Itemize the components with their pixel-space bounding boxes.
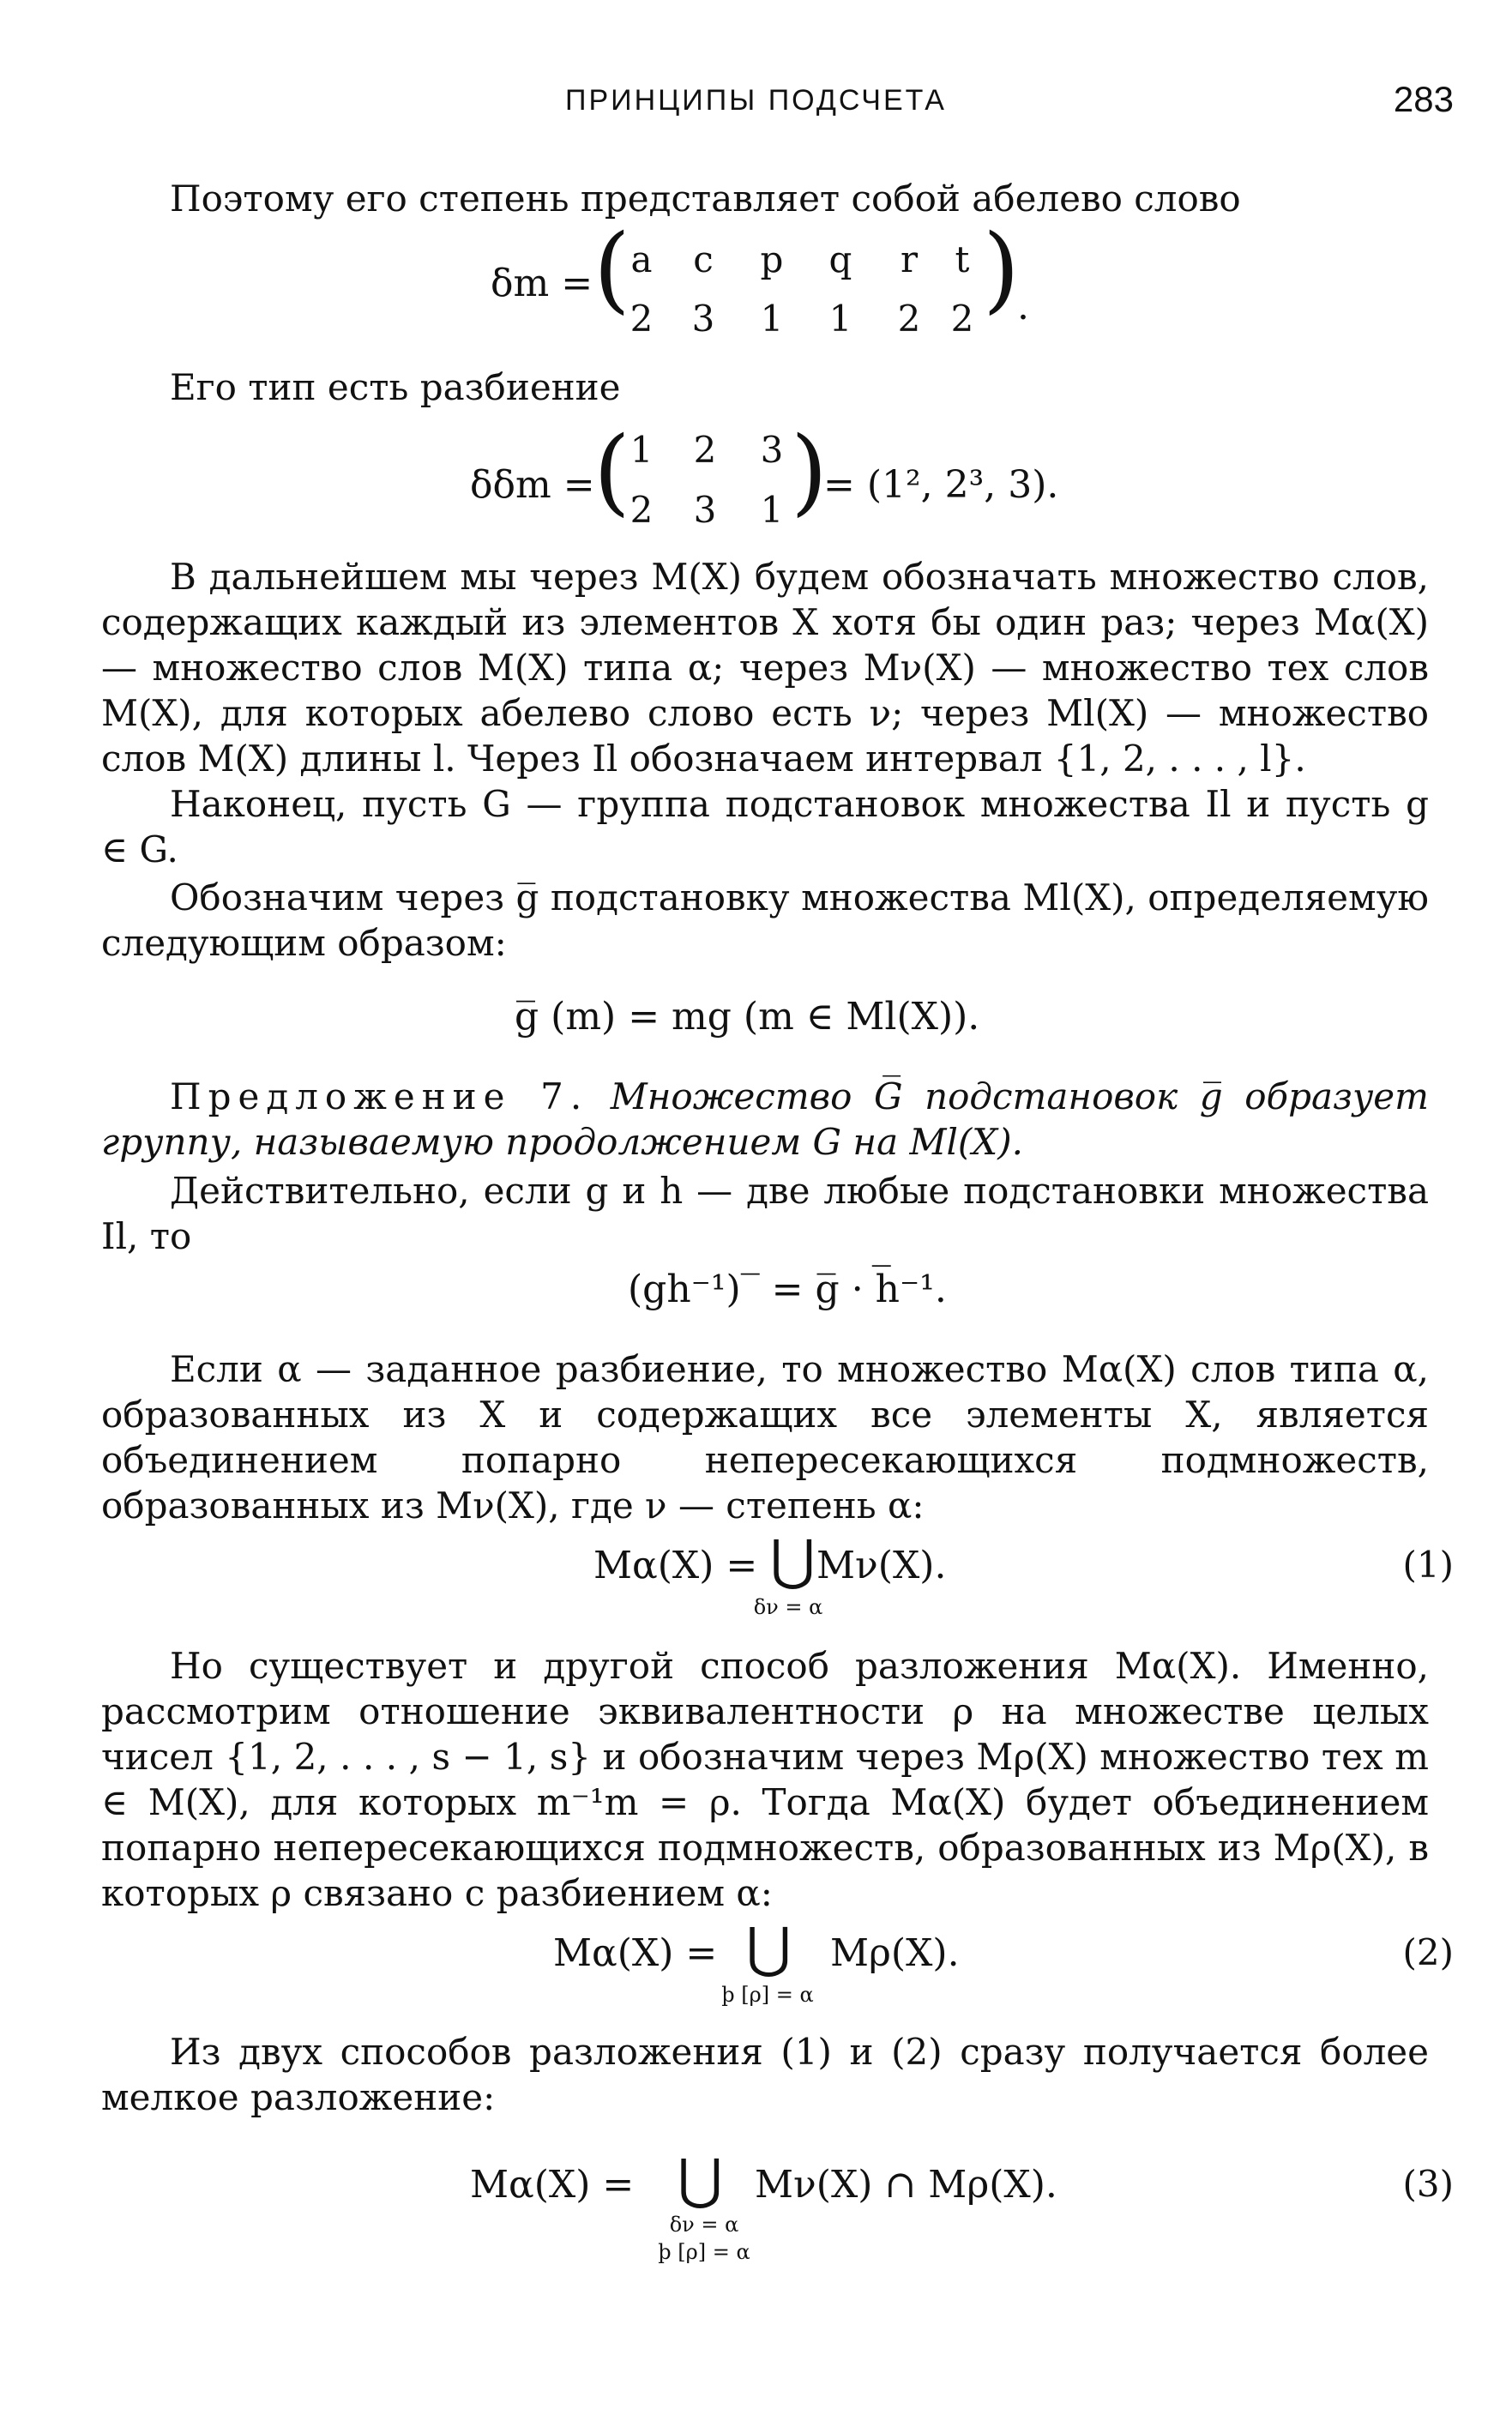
- eq2-rhs: Mρ(X).: [830, 1931, 960, 1975]
- paragraph-second-method: Но существует и другой способ разложения Mα(X). Именно, рассмотрим отношение эквивалентности ρ на множестве целых чисел {1, 2, . . . , s − 1, s} и обозначим через Mρ(X) множество тех m ∈ M(X), для которых m⁻¹m = ρ. Тогда Mα(X) будет объединением попарно непересекающихся подмножеств, образованных из Mρ(X), в которых ρ связано с разбиением α:: [101, 1645, 1429, 1914]
- eq-ddm-rhs: = (1², 2³, 3).: [823, 463, 1059, 507]
- matrix-cell: 2: [897, 298, 921, 340]
- paragraph-finer: Из двух способов разложения (1) и (2) сразу получается более мелкое разложение:: [101, 2031, 1429, 2118]
- paragraph-proof: Действительно, если g и h — две любые подстановки множества Il, то: [101, 1170, 1429, 1257]
- page-header: [0, 79, 1512, 130]
- matrix-cell: 3: [691, 298, 715, 340]
- proposition-7: [101, 1074, 1429, 1165]
- matrix-cell: 2: [950, 298, 974, 340]
- matrix-cell: 1: [828, 298, 852, 340]
- paragraph-gbar-def: Обозначим через g̅ подстановку множества Ml(X), определяемую следующим образом:: [101, 876, 1429, 964]
- matrix-cell: p: [760, 238, 784, 280]
- eq-delta-m-tail: .: [1017, 285, 1029, 328]
- paragraph-intro: Поэтому его степень представляет собой абелево слово: [170, 178, 1241, 220]
- eq1-lhs: Mα(X) =: [593, 1544, 758, 1587]
- eq-delta-m-lhs: δm =: [491, 262, 593, 305]
- equation-number: (3): [1402, 2163, 1454, 2205]
- matrix-cell: 1: [760, 489, 784, 531]
- union-index: þ [ρ] = α: [721, 1983, 814, 2007]
- left-paren: (: [593, 214, 630, 323]
- union-symbol: ⋃: [770, 1529, 816, 1593]
- eq3-lhs: Mα(X) =: [470, 2163, 635, 2207]
- matrix-cell: r: [900, 238, 919, 280]
- proposition-label: Предложение 7.: [170, 1075, 589, 1117]
- matrix-cell: a: [630, 238, 653, 280]
- page-number: 283: [1393, 79, 1454, 119]
- matrix-cell: c: [693, 238, 714, 280]
- union-index: δν = α: [753, 1595, 823, 1619]
- left-paren: (: [593, 416, 630, 526]
- proposition-text: Множество G̅ подстановок g̅ образует группу, называемую продолжением G на Ml(X).: [101, 1075, 1429, 1163]
- union-index-bottom: þ [ρ] = α: [658, 2240, 750, 2264]
- right-paren: ): [983, 214, 1020, 323]
- union-index-top: δν = α: [669, 2213, 739, 2237]
- equation-number: (1): [1402, 1544, 1454, 1586]
- matrix-cell: 2: [693, 429, 717, 471]
- matrix-cell: t: [955, 238, 970, 280]
- matrix-cell: 1: [629, 429, 654, 471]
- equation-inverse: (gh⁻¹)‾ = g̅ · h̅⁻¹.: [628, 1268, 947, 1311]
- matrix-cell: 2: [629, 489, 654, 531]
- paragraph-partition: Если α — заданное разбиение, то множество Mα(X) слов типа α, образованных из X и содержащих все элементы X, является объединением попарно непересекающихся подмножеств, образованных из Mν(X), где ν — степень α:: [101, 1348, 1429, 1527]
- eq3-rhs: Mν(X) ∩ Mρ(X).: [755, 2163, 1057, 2207]
- eq1-rhs: Mν(X).: [816, 1544, 947, 1587]
- union-symbol: ⋃: [678, 2148, 723, 2212]
- matrix-cell: 3: [693, 489, 717, 531]
- equation-number: (2): [1402, 1931, 1454, 1973]
- equation-gbar: g̅ (m) = mg (m ∈ Ml(X)).: [515, 995, 980, 1039]
- union-symbol: ⋃: [746, 1917, 792, 1980]
- right-paren: ): [791, 416, 828, 526]
- matrix-cell: q: [828, 238, 852, 280]
- matrix-cell: 1: [760, 298, 784, 340]
- eq-ddm-lhs: δδm =: [470, 463, 595, 507]
- paragraph-group-g: Наконец, пусть G — группа подстановок множества Il и пусть g ∈ G.: [101, 783, 1429, 870]
- running-title: ПРИНЦИПЫ ПОДСЧЕТА: [565, 84, 947, 117]
- matrix-cell: 3: [760, 429, 784, 471]
- matrix-cell: 2: [629, 298, 654, 340]
- eq2-lhs: Mα(X) =: [553, 1931, 718, 1975]
- paragraph-definitions: В дальнейшем мы через M(X) будем обозначать множество слов, содержащих каждый из элементов X хотя бы один раз; через Mα(X) — множество слов M(X) типа α; через Mν(X) — множество тех слов M(X), для которых абелево слово есть ν; через Ml(X) — множество слов M(X) длины l. Через Il обозначаем интервал {1, 2, . . . , l}.: [101, 556, 1429, 780]
- paragraph-type: Его тип есть разбиение: [170, 366, 621, 408]
